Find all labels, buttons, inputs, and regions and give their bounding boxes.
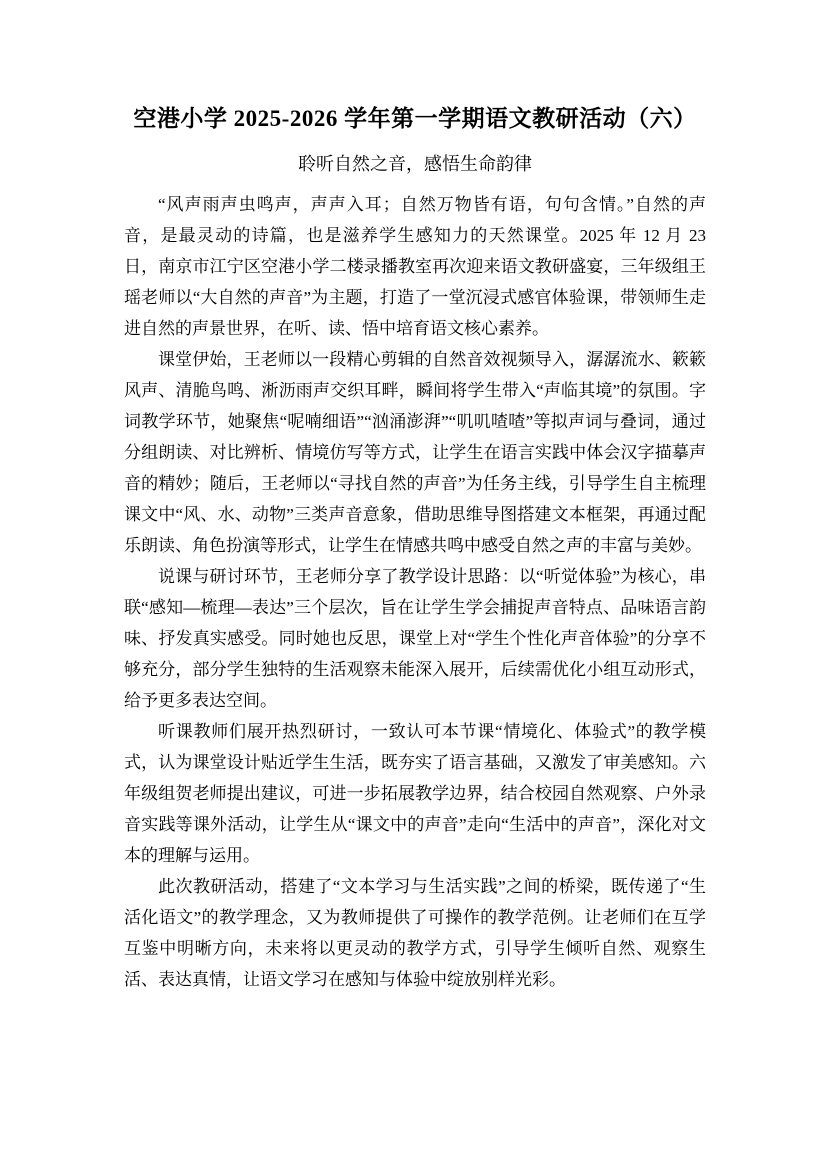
paragraph: 课堂伊始，王老师以一段精心剪辑的自然音效视频导入，潺潺流水、簌簌风声、清脆鸟鸣、淅沥雨声交织耳畔，瞬间将学生带入“声临其境”的氛围。字词教学环节，她聚焦“呢喃细语”“汹涌澎湃”“叽叽喳喳”等拟声词与叠词，通过分组朗读、对比辨析、情境仿写等方式，让学生在语言实践中体会汉字描摹声音的精妙；随后，王老师以“寻找自然的声音”为任务主线，引导学生自主梳理课文中“风、水、动物”三类声音意象，借助思维导图搭建文本框架，再通过配乐朗读、角色扮演等形式，让学生在情感共鸣中感受自然之声的丰富与美妙。 [124, 350, 706, 555]
document-title: 空港小学 2025-2026 学年第一学期语文教研活动（六） [133, 106, 697, 131]
paragraph: “风声雨声虫鸣声，声声入耳；自然万物皆有语，句句含情。”自然的声音，是最灵动的诗篇，也是滋养学生感知力的天然课堂。2025 年 12 月 23 日，南京市江宁区空港小学二楼录播教室再次迎来语文教研盛宴，三年级组王瑶老师以“大自然的声音”为主题，打造了一堂沉浸式感官体验课，带领师生走进自然的声景世界，在听、读、悟中培育语文核心素养。 [124, 195, 706, 338]
paragraph: 说课与研讨环节，王老师分享了教学设计思路：以“听觉体验”为核心，串联“感知—梳理—表达”三个层次，旨在让学生学会捕捉声音特点、品味语言韵味、抒发真实感受。同时她也反思，课堂上对“学生个性化声音体验”的分享不够充分，部分学生独特的生活观察未能深入展开，后续需优化小组互动形式，给予更多表达空间。 [124, 567, 706, 710]
paragraph: 此次教研活动，搭建了“文本学习与生活实践”之间的桥梁，既传递了“生活化语文”的教学理念，又为教师提供了可操作的教学范例。让老师们在互学互鉴中明晰方向，未来将以更灵动的教学方式，引导学生倾听自然、观察生活、表达真情，让语文学习在感知与体验中绽放别样光彩。 [124, 877, 706, 989]
document-body [124, 189, 706, 995]
paragraph: 听课教师们展开热烈研讨，一致认可本节课“情境化、体验式”的教学模式，认为课堂设计贴近学生生活，既夯实了语言基础，又激发了审美感知。六年级组贺老师提出建议，可进一步拓展教学边界，结合校园自然观察、户外录音实践等课外活动，让学生从“课文中的声音”走向“生活中的声音”，深化对文本的理解与运用。 [124, 722, 706, 865]
document-subtitle: 聆听自然之音，感悟生命韵律 [298, 154, 532, 174]
